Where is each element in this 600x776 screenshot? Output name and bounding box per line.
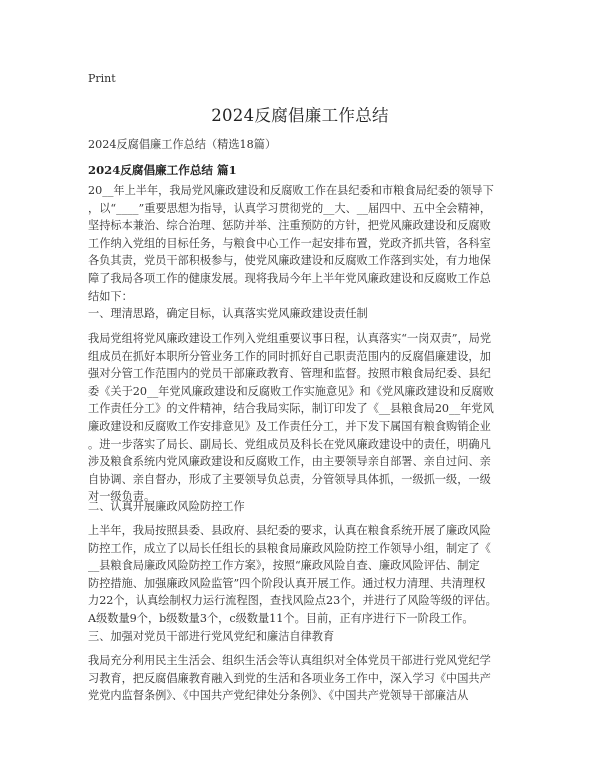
intro-paragraph bbox=[88, 182, 514, 305]
paragraph-line: 党党内监督条例》、《中国共产党纪律处分条例》、《中国共产党领导干部廉洁从 bbox=[88, 689, 469, 703]
paragraph-line: 结如下： bbox=[88, 289, 133, 303]
print-link[interactable]: Print bbox=[88, 72, 116, 85]
paragraph-line: 我局党组将党风廉政建设工作列入党组重要议事日程，认真落实“一岗双责”，局党 bbox=[88, 332, 492, 345]
paragraph-line: 工作纳入党组的目标任务，与粮食中心工作一起安排布置，党政齐抓共管，各科室 bbox=[88, 236, 491, 250]
section-1-paragraph bbox=[88, 330, 514, 506]
paragraph-line: 习教育，把反腐倡廉教育融入到党的生活和各项业务工作中，深入学习《中国共产 bbox=[88, 671, 491, 685]
document-subtitle: 2024反腐倡廉工作总结（精选18篇） bbox=[88, 138, 277, 151]
paragraph-line: 力22个，认真绘制权力运行流程图，查找风险点23个，并进行了风险等级的评估。 bbox=[88, 594, 497, 608]
section-1-title: 一、理清思路，确定目标，认真落实党风廉政建设责任制 bbox=[88, 307, 368, 320]
paragraph-line: 对一级负责。 bbox=[88, 490, 156, 504]
document-title: 2024反腐倡廉工作总结 bbox=[211, 106, 389, 125]
paragraph-line: 自协调、亲自督办，形成了主要领导负总责，分管领导具体抓，一级抓一级，一级 bbox=[88, 472, 491, 486]
paragraph-line: 防控工作，成立了以局长任组长的县粮食局廉政风险防控工作领导小组，制定了《 bbox=[88, 541, 491, 555]
section-2-paragraph bbox=[88, 522, 514, 628]
paragraph-line: 防控措施、加强廉政风险监管”四个阶段认真开展工作。通过权力清理、共清理权 bbox=[88, 576, 486, 590]
section-3-paragraph bbox=[88, 652, 514, 705]
paragraph-line: ，以“____”重要思想为指导，认真学习贯彻党的__大、__届四中、五中全会精神， bbox=[88, 201, 492, 215]
section-2-title: 二、认真开展廉政风险防控工作 bbox=[88, 500, 245, 513]
paragraph-line: 组成员在抓好本职所分管业务工作的同时抓好自己职责范围内的反腐倡廉建设，加 bbox=[88, 349, 491, 363]
paragraph-line: 障了我局各项工作的健康发展。现将我局今年上半年党风廉政建设和反腐败工作总 bbox=[88, 271, 491, 285]
paragraph-line: 各负其责，党员干部积极参与，使党风廉政建设和反腐败工作落到实处，有力地保 bbox=[88, 254, 491, 268]
paragraph-line: 坚持标本兼治、综合治理、惩防并举、注重预防的方针，把党风廉政建设和反腐败 bbox=[88, 219, 491, 233]
paragraph-line: 我局充分利用民主生活会、组织生活会等认真组织对全体党员干部进行党风党纪学 bbox=[88, 654, 491, 667]
article-heading: 2024反腐倡廉工作总结 篇1 bbox=[88, 163, 237, 177]
paragraph-line: A级数量9个，b级数量3个，c级数量11个。目前，正有序进行下一阶段工作。 bbox=[88, 611, 474, 625]
paragraph-line: 工作责任分工》的文件精神，结合我局实际，制订印发了《__县粮食局20__年党风 bbox=[88, 402, 494, 416]
paragraph-line: 涉及粮食系统内党风廉政建设和反腐败工作，由主要领导亲自部署、亲自过问、亲 bbox=[88, 455, 491, 469]
paragraph-line: 。进一步落实了局长、副局长、党组成员及科长在党风廉政建设中的责任，明确凡 bbox=[88, 437, 491, 451]
paragraph-line: 20__年上半年，我局党风廉政建设和反腐败工作在县纪委和市粮食局纪委的领导下 bbox=[88, 184, 494, 197]
paragraph-line: __县粮食局廉政风险防控工作方案》，按照“廉政风险自查、廉政风险评估、制定 bbox=[88, 559, 480, 573]
paragraph-line: 委《关于20__年党风廉政建设和反腐败工作实施意见》和《党风廉政建设和反腐败 bbox=[88, 384, 494, 398]
paragraph-line: 廉政建设和反腐败工作安排意见》及工作责任分工，并下发下属国有粮食购销企业 bbox=[88, 419, 491, 433]
section-3-title: 三、加强对党员干部进行党风党纪和廉洁自律教育 bbox=[88, 630, 335, 643]
paragraph-line: 强对分管工作范围内的党员干部廉政教育、管理和监督。按照市粮食局纪委、县纪 bbox=[88, 367, 491, 381]
paragraph-line: 上半年，我局按照县委、县政府、县纪委的要求，认真在粮食系统开展了廉政风险 bbox=[88, 524, 491, 537]
